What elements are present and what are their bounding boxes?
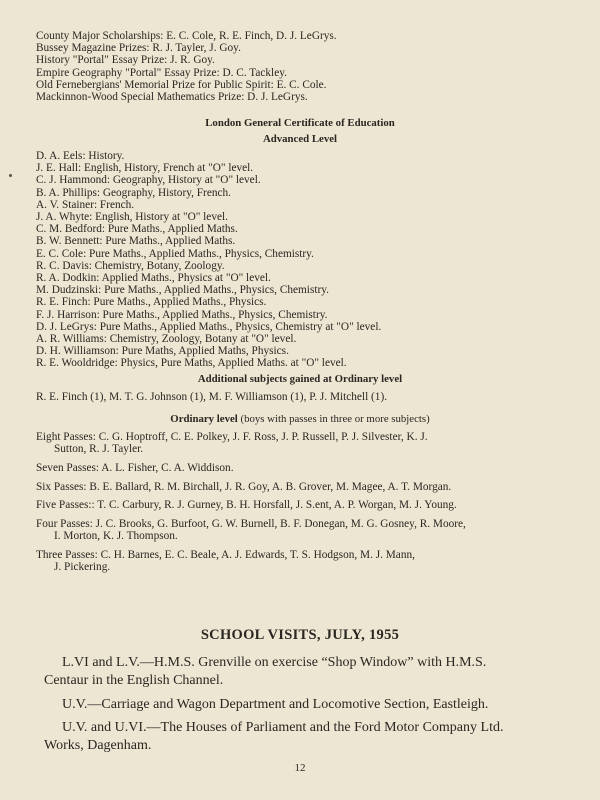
passes-line: Six Passes: B. E. Ballard, R. M. Birchall, J. R. Goy, A. B. Grover, M. Magee, A. T. Morgan.: [36, 480, 452, 493]
list-item: R. E. Finch: Pure Maths., Applied Maths., Physics.: [36, 296, 267, 309]
visit-line: U.V.—Carriage and Wagon Department and Locomotive Section, Eastleigh.: [62, 697, 489, 712]
page-number: 12: [294, 762, 306, 774]
ordinary-heading-rest: (boys with passes in three or more subjects): [237, 413, 430, 425]
visit-continuation: Works, Dagenham.: [44, 738, 152, 753]
prizes-list: [36, 30, 566, 103]
prize-line: Mackinnon-Wood Special Mathematics Prize: D. J. LeGrys.: [36, 91, 308, 104]
additional-heading: Additional subjects gained at Ordinary level: [197, 373, 403, 385]
passes-line: Eight Passes: C. G. Hoptroff, C. E. Polkey, J. F. Ross, J. P. Russell, P. J. Silvester, K. J.: [36, 431, 428, 443]
gce-heading: London General Certificate of Education: [205, 117, 395, 129]
passes-continuation: Sutton, R. J. Tayler.: [54, 443, 144, 456]
gce-heading-block: [0, 116, 600, 146]
list-item: F. J. Harrison: Pure Maths., Applied Maths., Physics, Chemistry.: [36, 308, 328, 321]
passes-continuation: I. Morton, K. J. Thompson.: [54, 530, 178, 543]
list-item: B. W. Bennett: Pure Maths., Applied Maths.: [36, 235, 236, 248]
ordinary-groups: [36, 431, 566, 573]
visits-title: SCHOOL VISITS, JULY, 1955: [200, 627, 400, 643]
gce-subheading: Advanced Level: [262, 133, 338, 145]
list-item: R. E. Wooldridge: Physics, Pure Maths, Applied Maths. at "O" level.: [36, 357, 347, 370]
visit-continuation: Centaur in the English Channel.: [44, 673, 224, 688]
list-item: M. Dudzinski: Pure Maths., Applied Maths., Physics, Chemistry.: [36, 284, 329, 297]
list-item: E. C. Cole: Pure Maths., Applied Maths., Physics, Chemistry.: [36, 247, 314, 260]
passes-group: [36, 431, 566, 455]
prize-line: Empire Geography "Portal" Essay Prize: D. C. Tackley.: [36, 66, 287, 79]
additional-heading-block: [0, 372, 600, 386]
list-item: C. M. Bedford: Pure Maths., Applied Maths.: [36, 223, 238, 236]
list-item: D. H. Williamson: Pure Maths, Applied Maths, Physics.: [36, 345, 289, 358]
gce-entries-list: [36, 150, 566, 370]
print-speck: [9, 174, 12, 177]
passes-group: [36, 518, 566, 542]
visit-line: L.VI and L.V.—H.M.S. Grenville on exercise “Shop Window” with H.M.S.: [62, 655, 487, 670]
passes-group: [36, 549, 566, 573]
visit-item: [44, 696, 564, 714]
list-item: D. A. Eels: History.: [36, 150, 125, 162]
passes-line: Seven Passes: A. L. Fisher, C. A. Widdison.: [36, 461, 234, 474]
passes-group: [36, 481, 566, 493]
visit-item: [44, 719, 564, 755]
passes-line: Five Passes:: T. C. Carbury, R. J. Gurney, B. H. Horsfall, J. S.ent, A. P. Worgan, M. J. Young.: [36, 499, 457, 512]
additional-block: [36, 391, 566, 403]
list-item: J. E. Hall: English, History, French at "O" level.: [36, 162, 254, 175]
visit-item: [44, 654, 564, 690]
visit-line: U.V. and U.VI.—The Houses of Parliament and the Ford Motor Company Ltd.: [62, 720, 504, 735]
list-item: R. C. Davis: Chemistry, Botany, Zoology.: [36, 259, 225, 272]
prize-line: History "Portal" Essay Prize: J. R. Goy.: [36, 54, 215, 67]
list-item: A. R. Williams: Chemistry, Zoology, Botany at "O" level.: [36, 333, 297, 346]
ordinary-heading-bold: Ordinary level: [170, 413, 238, 425]
list-item: R. A. Dodkin: Applied Maths., Physics at "O" level.: [36, 272, 271, 285]
list-item: J. A. Whyte: English, History at "O" level.: [36, 211, 228, 224]
prize-line: Bussey Magazine Prizes: R. J. Tayler, J. Goy.: [36, 42, 241, 55]
passes-line: Four Passes: J. C. Brooks, G. Burfoot, G. W. Burnell, B. F. Donegan, M. G. Gosney, R. Moore,: [36, 518, 466, 531]
ordinary-heading-block: [0, 412, 600, 426]
passes-line: Three Passes: C. H. Barnes, E. C. Beale, A. J. Edwards, T. S. Hodgson, M. J. Mann,: [36, 548, 415, 561]
ordinary-heading: [0, 412, 600, 426]
passes-group: [36, 499, 566, 511]
passes-group: [36, 462, 566, 474]
list-item: B. A. Phillips: Geography, History, French.: [36, 186, 231, 199]
list-item: D. J. LeGrys: Pure Maths., Applied Maths., Physics, Chemistry at "O" level.: [36, 320, 382, 333]
prize-line: County Major Scholarships: E. C. Cole, R. E. Finch, D. J. LeGrys.: [36, 30, 337, 42]
additional-text: R. E. Finch (1), M. T. G. Johnson (1), M. F. Williamson (1), P. J. Mitchell (1).: [36, 391, 388, 403]
prize-line: Old Fernebergians' Memorial Prize for Public Spirit: E. C. Cole.: [36, 78, 327, 91]
passes-continuation: J. Pickering.: [54, 561, 111, 574]
list-item: A. V. Stainer: French.: [36, 198, 135, 211]
list-item: C. J. Hammond: Geography, History at "O" level.: [36, 174, 261, 187]
